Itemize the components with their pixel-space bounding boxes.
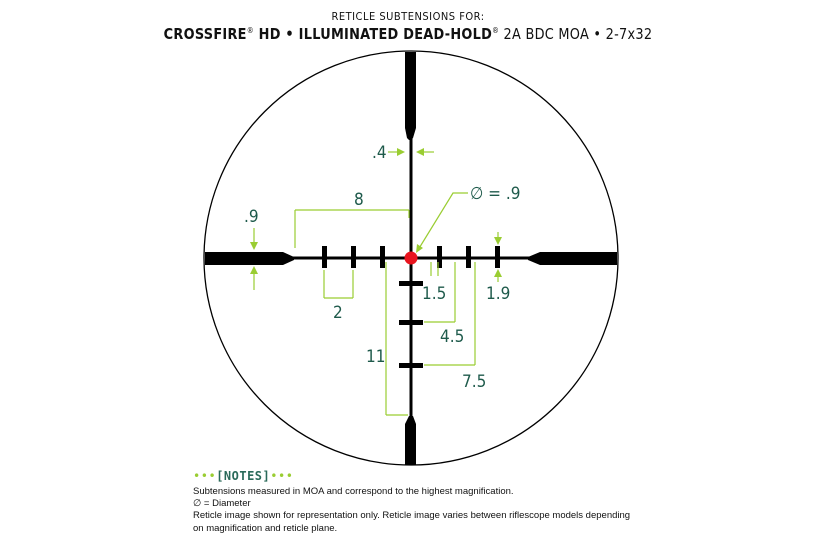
title: CROSSFIRE® HD • ILLUMINATED DEAD-HOLD® 2A BDC MOA • 2-7x32: [163, 25, 653, 43]
top-post: [405, 52, 416, 140]
drop-hash-2: [399, 320, 423, 325]
hash-mark-left-3: [322, 246, 327, 268]
hash-mark-right-3: [495, 246, 500, 268]
label-drop-3: 11: [366, 347, 386, 367]
vertical-crosshair: [410, 138, 413, 423]
drop-hash-1: [399, 281, 423, 286]
label-first-hash: 1.5: [422, 284, 447, 304]
label-hash-spacing: 2: [333, 303, 343, 323]
notes-body: [193, 486, 633, 535]
label-hash-height: 1.9: [486, 284, 511, 304]
label-hash-thickness: .9: [244, 207, 259, 227]
label-drop-1: 4.5: [440, 327, 465, 347]
label-post-width: .4: [372, 143, 387, 163]
bottom-post: [405, 416, 416, 465]
notes-heading: •••[NOTES]•••: [193, 469, 294, 483]
hash-mark-left-2: [351, 246, 356, 268]
label-dot-diameter: ∅ = .9: [470, 184, 521, 204]
left-post: [205, 252, 294, 265]
drop-hash-3: [399, 363, 423, 368]
hash-mark-left-1: [380, 246, 385, 268]
notes-line-2: ∅ = Diameter: [193, 498, 251, 510]
right-post: [528, 252, 617, 265]
label-to-post: 8: [354, 190, 364, 210]
subtitle: RETICLE SUBTENSIONS FOR:: [331, 10, 485, 23]
notes-line-3: Reticle image shown for representation only. Reticle image varies between riflescope models depending on magnification and reticle plane.: [193, 510, 631, 534]
label-drop-2: 7.5: [462, 372, 487, 392]
center-dot: [405, 252, 418, 265]
hash-mark-right-2: [466, 246, 471, 268]
notes-line-1: Subtensions measured in MOA and correspond to the highest magnification.: [193, 486, 514, 497]
